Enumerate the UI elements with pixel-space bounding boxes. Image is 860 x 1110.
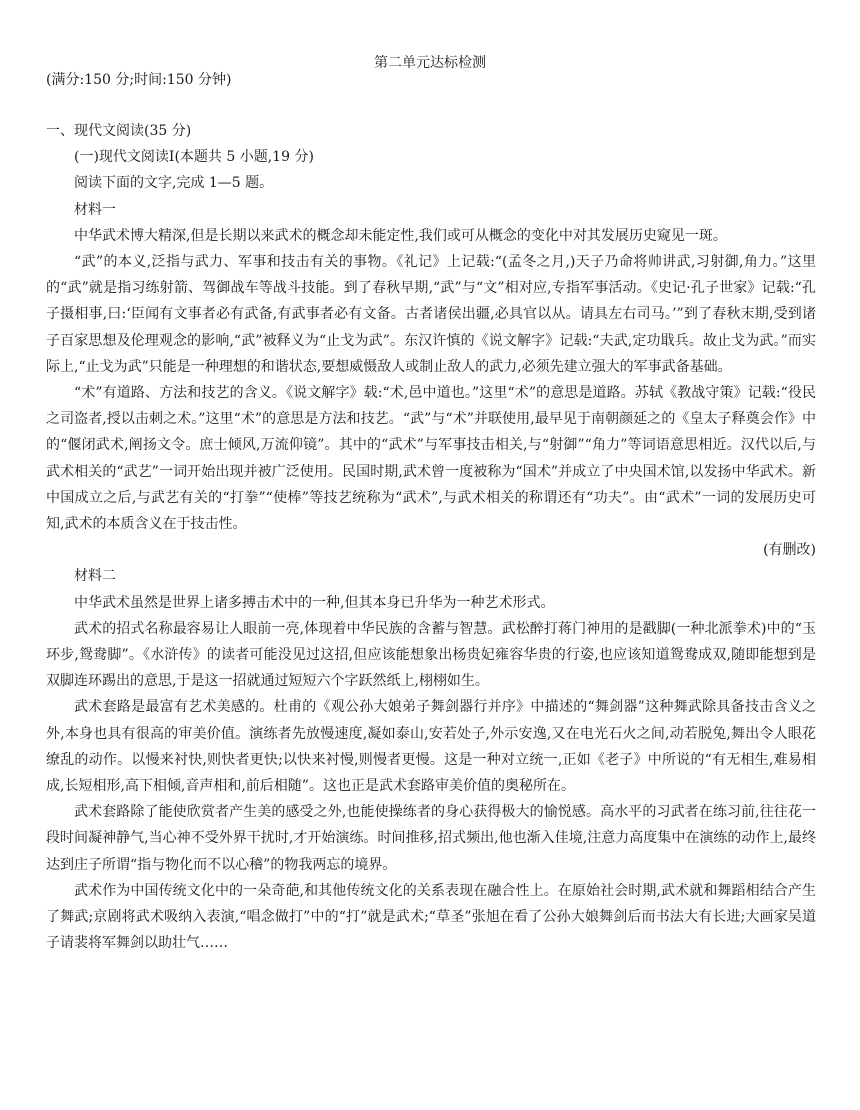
page-title: 第二单元达标检测 [374, 55, 486, 71]
material-1-paragraph: “武”的本义,泛指与武力、军事和技击有关的事物。《礼记》上记载:“(孟冬之月,)天子乃命将帅讲武,习射御,角力。”这里的“武”就是指习练射箭、驾御战车等战斗技能。到了春秋早期,“武”与“文”相对应,专指军事活动。《史记·孔子世家》记载:“孔子摄相事,曰:‘臣闻有文事者必有武备,有武事者必有文备。古者诸侯出疆,必具官以从。请具左右司马。’”到了春秋末期,受到诸子百家思想及伦理观念的影响,“武”被释义为“止戈为武”。东汉许慎的《说文解字》记载:“夫武,定功戢兵。故止戈为武。”而实际上,“止戈为武”只能是一种理想的和谐状态,要想威慑敌人或制止敌人的武力,必须先建立强大的军事武备基础。 [46, 254, 816, 375]
source-note: (有删改) [763, 542, 816, 559]
material-2-paragraph: 武术套路是最富有艺术美感的。杜甫的《观公孙大娘弟子舞剑器行并序》中描述的“舞剑器”这种舞武除具备技击含义之外,本身也具有很高的审美价值。演练者先放慢速度,凝如泰山,安若处子,外示安逸,又在电光石火之间,动若脱兔,舞出令人眼花缭乱的动作。以慢来衬快,则快者更快;以快来衬慢,则慢者更慢。这是一种对立统一,正如《老子》中所说的“有无相生,难易相成,长短相形,高下相倾,音声相和,前后相随”。这也正是武术套路审美价值的奥秘所在。 [46, 699, 816, 795]
material-2-paragraph: 中华武术虽然是世界上诸多搏击术中的一种,但其本身已升华为一种艺术形式。 [74, 594, 555, 611]
sub-section-heading: (一)现代文阅读Ⅰ(本题共 5 小题,19 分) [74, 149, 314, 166]
material-2-paragraph: 武术的招式名称最容易让人眼前一亮,体现着中华民族的含蓄与智慧。武松醉打蒋门神用的是戳脚(一种北派拳术)中的“玉环步,鸳鸯脚”。《水浒传》的读者可能没见过这招,但应该能想象出杨贵妃雍容华贵的行姿,也应该知道鸳鸯成双,随即能想到是双脚连环踢出的意思,于是这一招就通过短短六个字跃然纸上,栩栩如生。 [46, 620, 816, 690]
material-1-paragraph: 中华武术博大精深,但是长期以来武术的概念却未能定性,我们或可从概念的变化中对其发展历史窥见一斑。 [74, 227, 727, 244]
material-2-paragraph: 武术作为中国传统文化中的一朵奇葩,和其他传统文化的关系表现在融合性上。在原始社会时期,武术就和舞蹈相结合产生了舞武;京剧将武术吸纳入表演,“唱念做打”中的“打”就是武术;“草圣”张旭在看了公孙大娘舞剑后而书法大有长进;大画家吴道子请裴将军舞剑以助壮气…… [46, 882, 816, 952]
material-2-label: 材料二 [74, 568, 116, 585]
reading-section [46, 118, 816, 957]
material-1-label: 材料一 [74, 201, 116, 218]
material-1-paragraph: “术”有道路、方法和技艺的含义。《说文解字》载:“术,邑中道也。”这里“术”的意思是道路。苏轼《教战守策》记载:“役民之司盗者,授以击刺之术。”这里“术”的意思是方法和技艺。“武”与“术”并联使用,最早见于南朝颜延之的《皇太子释奠会作》中的“偃闭武术,阐扬文令。庶士倾风,万流仰镜”。其中的“武术”与军事技击相关,与“射御”“角力”等词语意思相近。汉代以后,与武术相关的“武艺”一词开始出现并被广泛使用。民国时期,武术曾一度被称为“国术”并成立了中央国术馆,以发扬中华武术。新中国成立之后,与武艺有关的“打拳”“使棒”等技艺统称为“武术”,与武术相关的称谓还有“功夫”。由“武术”一词的发展历史可知,武术的本质含义在于技击性。 [46, 385, 816, 533]
score-time-line: (满分:150 分;时间:150 分钟) [46, 72, 232, 88]
section-heading: 一、现代文阅读(35 分) [46, 123, 192, 139]
instruction-text: 阅读下面的文字,完成 1—5 题。 [74, 175, 274, 192]
material-2-paragraph: 武术套路除了能使欣赏者产生美的感受之外,也能使操练者的身心获得极大的愉悦感。高水平的习武者在练习前,往往花一段时间凝神静气,当心神不受外界干扰时,才开始演练。时间推移,招式频出,他也渐入佳境,注意力高度集中在演练的动作上,最终达到庄子所谓“指与物化而不以心稽”的物我两忘的境界。 [46, 804, 816, 873]
